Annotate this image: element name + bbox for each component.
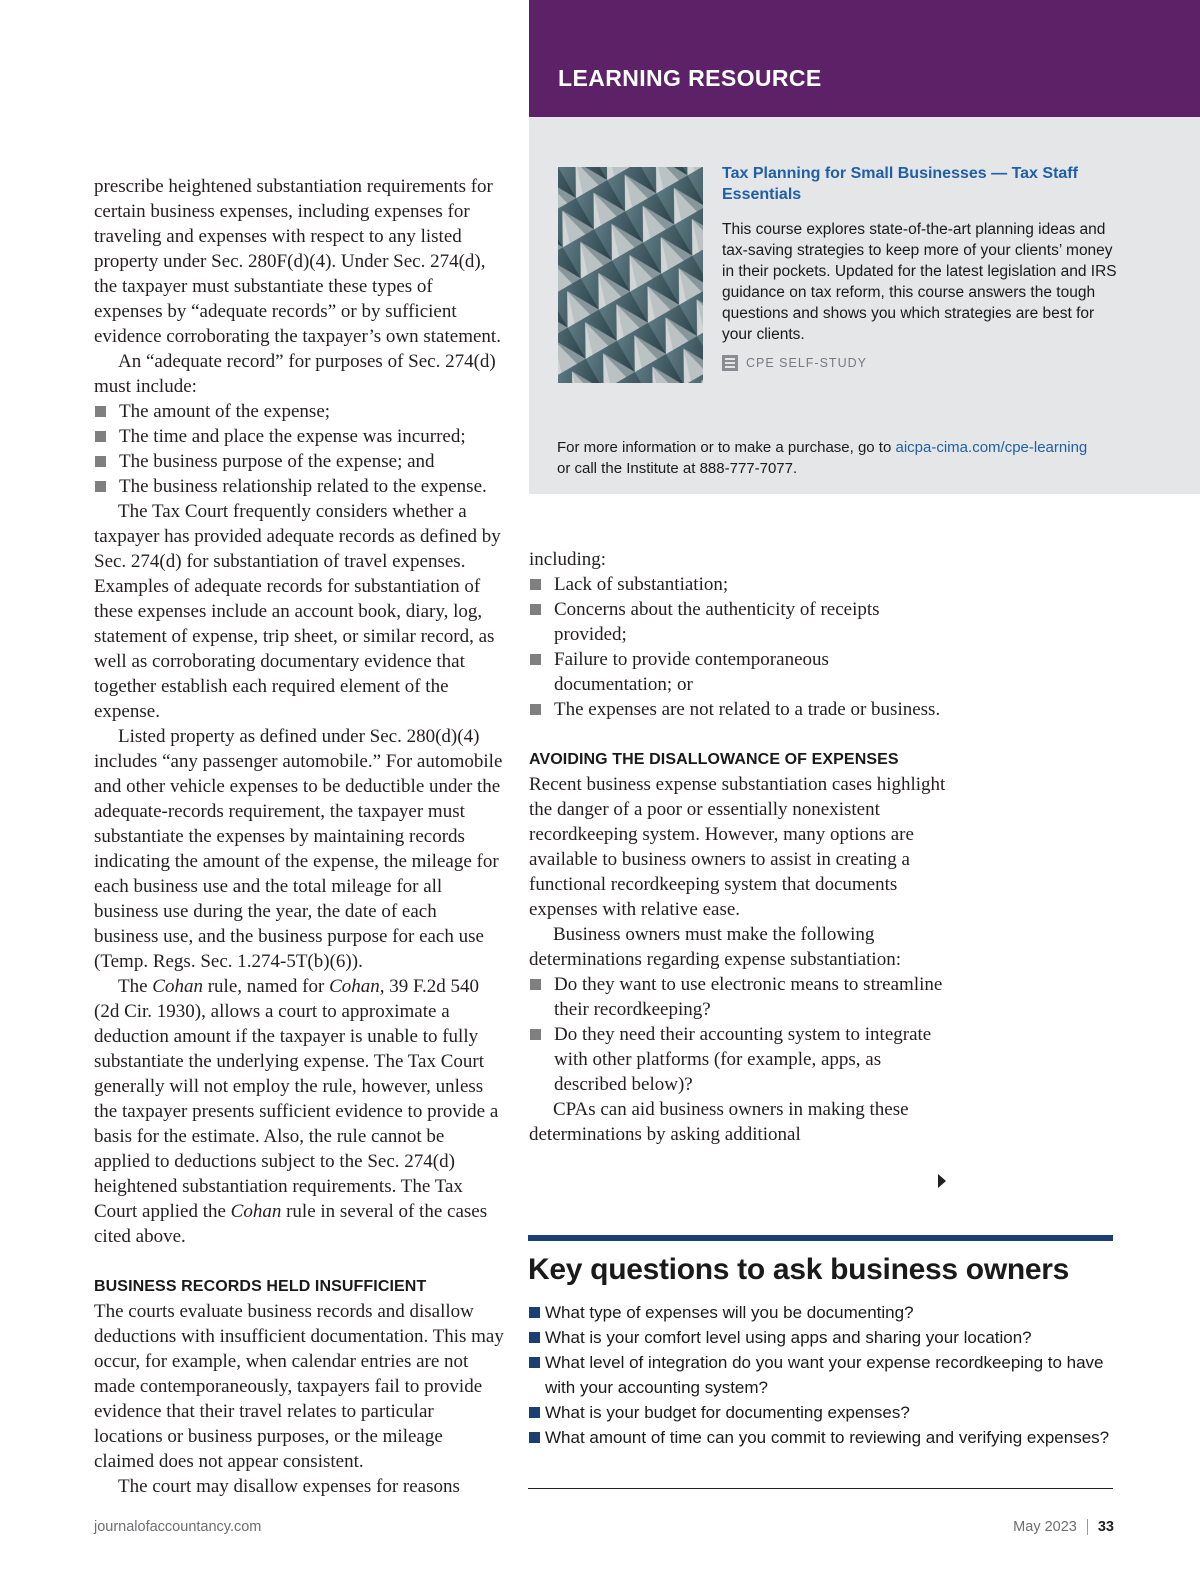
- bullet-square-icon: [529, 1357, 540, 1368]
- body-paragraph: Listed property as defined under Sec. 280(d)(4) includes “any passenger automobile.” For automobile and other vehicle expenses to be deductible under the adequate-records requirement, the taxpayer must substantiate the expenses by maintaining records indicating the amount of the expense, the mileage for each business use and the total mileage for all business use during the year, the date of each business use, and the business purpose for each use (Temp. Regs. Sec. 1.274-5T(b)(6)).: [94, 726, 503, 972]
- body-paragraph: Recent business expense substantiation cases highlight the danger of a poor or essentially nonexistent recordkeeping system. However, many options are available to business owners to assist in creating a functional recordkeeping system that documents expenses with relative ease.: [529, 774, 946, 920]
- bullet-square-icon: [529, 1332, 540, 1343]
- bullet-square-icon: [530, 604, 541, 615]
- course-thumbnail[interactable]: [558, 167, 703, 383]
- body-paragraph: The courts evaluate business records and disallow deductions with insufficient documentation. This may occur, for example, when calendar entries are not made contemporaneously, taxpayers fail to provide evidence that their travel relates to particular locations or business purposes, or the mileage claimed does not appear consistent.: [94, 1301, 504, 1472]
- list-item: The business purpose of the expense; and: [94, 449, 504, 474]
- list-item: Failure to provide contemporaneous documentation; or: [529, 647, 949, 697]
- sidebar-title: Key questions to ask business owners: [528, 1253, 1070, 1286]
- list-item: The expenses are not related to a trade or business.: [529, 697, 949, 722]
- list-item: The time and place the expense was incurred;: [94, 424, 504, 449]
- course-title-link[interactable]: Tax Planning for Small Businesses — Tax Staff Essentials: [722, 165, 1078, 203]
- bullet-square-icon: [95, 481, 106, 492]
- continue-arrow-icon: [938, 1174, 946, 1188]
- bullet-square-icon: [530, 579, 541, 590]
- body-paragraph: CPAs can aid business owners in making these determinations by asking additional: [529, 1099, 909, 1145]
- right-column: [529, 547, 949, 1147]
- purchase-info: For more information or to make a purchase, go to aicpa-cima.com/cpe-learning or call the Institute at 888-777-7077.: [557, 439, 1088, 477]
- bullet-square-icon: [530, 704, 541, 715]
- case-name: Cohan: [152, 976, 203, 997]
- bullet-square-icon: [530, 979, 541, 990]
- list-item: What type of expenses will you be documenting?: [528, 1300, 1113, 1325]
- list-item: The amount of the expense;: [94, 399, 504, 424]
- case-name: Cohan: [329, 976, 380, 997]
- list-item: Concerns about the authenticity of receipts provided;: [529, 597, 949, 647]
- banner-title: LEARNING RESOURCE: [558, 65, 822, 91]
- list-item: Lack of substantiation;: [529, 572, 949, 597]
- cpe-learning-link[interactable]: aicpa-cima.com/cpe-learning: [895, 439, 1088, 456]
- body-paragraph: prescribe heightened substantiation requirements for certain business expenses, including expenses for traveling and expenses with respect to any listed property under Sec. 280F(d)(4). Under Sec. 274(d), the taxpayer must substantiate these types of expenses by “adequate records” or by sufficient evidence corroborating the taxpayer’s own statement.: [94, 176, 501, 347]
- bullet-square-icon: [529, 1307, 540, 1318]
- list-item: Do they want to use electronic means to streamline their recordkeeping?: [529, 972, 949, 1022]
- determinations-list: [529, 972, 949, 1097]
- body-paragraph: Business owners must make the following determinations regarding expense substantiation:: [529, 924, 901, 970]
- bullet-square-icon: [530, 654, 541, 665]
- format-label: CPE SELF-STUDY: [746, 356, 867, 370]
- list-item: The business relationship related to the expense.: [94, 474, 504, 499]
- body-paragraph: including:: [529, 549, 607, 570]
- bullet-square-icon: [95, 431, 106, 442]
- list-item: Do they need their accounting system to integrate with other platforms (for example, apps, as described below)?: [529, 1022, 949, 1097]
- list-item: What level of integration do you want your expense recordkeeping to have with your accounting system?: [528, 1350, 1113, 1400]
- issue-date: May 2023: [1013, 1519, 1077, 1535]
- list-item: What is your comfort level using apps and sharing your location?: [528, 1325, 1113, 1350]
- bullet-square-icon: [95, 406, 106, 417]
- left-column: [94, 174, 504, 1499]
- adequate-record-list: [94, 399, 504, 499]
- sidebar-bottom-rule: [528, 1488, 1113, 1489]
- course-description: This course explores state-of-the-art planning ideas and tax-saving strategies to keep more of your clients’ money in their pockets. Updated for the latest legislation and IRS guidance on tax reform, this course answers the tough questions and shows you which strategies are best for your clients.: [722, 221, 1117, 343]
- footer-divider: [1087, 1519, 1088, 1535]
- document-icon: [722, 355, 738, 371]
- disallow-reasons-list: [529, 572, 949, 722]
- body-paragraph: An “adequate record” for purposes of Sec. 274(d) must include:: [94, 351, 496, 397]
- page-number: 33: [1097, 1519, 1114, 1535]
- footer-page-info: [1013, 1519, 1114, 1535]
- sidebar-top-rule: [528, 1235, 1113, 1241]
- key-questions-list: [528, 1300, 1113, 1450]
- list-item: What amount of time can you commit to reviewing and verifying expenses?: [528, 1425, 1113, 1450]
- bullet-square-icon: [529, 1407, 540, 1418]
- case-name: Cohan: [230, 1201, 282, 1222]
- learning-resource-panel: [529, 117, 1200, 494]
- list-item: What is your budget for documenting expenses?: [528, 1400, 1113, 1425]
- footer-website[interactable]: journalofaccountancy.com: [94, 1519, 262, 1535]
- bullet-square-icon: [529, 1432, 540, 1443]
- body-paragraph: The Tax Court frequently considers whether a taxpayer has provided adequate records as defined by Sec. 274(d) for substantiation of travel expenses. Examples of adequate records for substantiation of these expenses include an account book, diary, log, statement of expense, trip sheet, or similar record, as well as corroborating documentary evidence that together establish each required element of the expense.: [94, 501, 501, 722]
- body-paragraph: The Cohan rule, named for Cohan, 39 F.2d 540 (2d Cir. 1930), allows a court to approximate a deduction amount if the taxpayer is unable to fully substantiate the underlying expense. The Tax Court generally will not employ the rule, however, unless the taxpayer presents sufficient evidence to provide a basis for the estimate. Also, the rule cannot be applied to deductions subject to the Sec. 274(d) heightened substantiation requirements. The Tax Court applied the Cohan rule in several of the cases cited above.: [94, 976, 499, 1247]
- section-heading: AVOIDING THE DISALLOWANCE OF EXPENSES: [529, 751, 899, 768]
- body-paragraph: The court may disallow expenses for reasons: [118, 1476, 460, 1497]
- learning-resource-banner: [529, 0, 1200, 117]
- bullet-square-icon: [95, 456, 106, 467]
- course-format-tag: [722, 355, 867, 371]
- bullet-square-icon: [530, 1029, 541, 1040]
- section-heading: BUSINESS RECORDS HELD INSUFFICIENT: [94, 1278, 427, 1295]
